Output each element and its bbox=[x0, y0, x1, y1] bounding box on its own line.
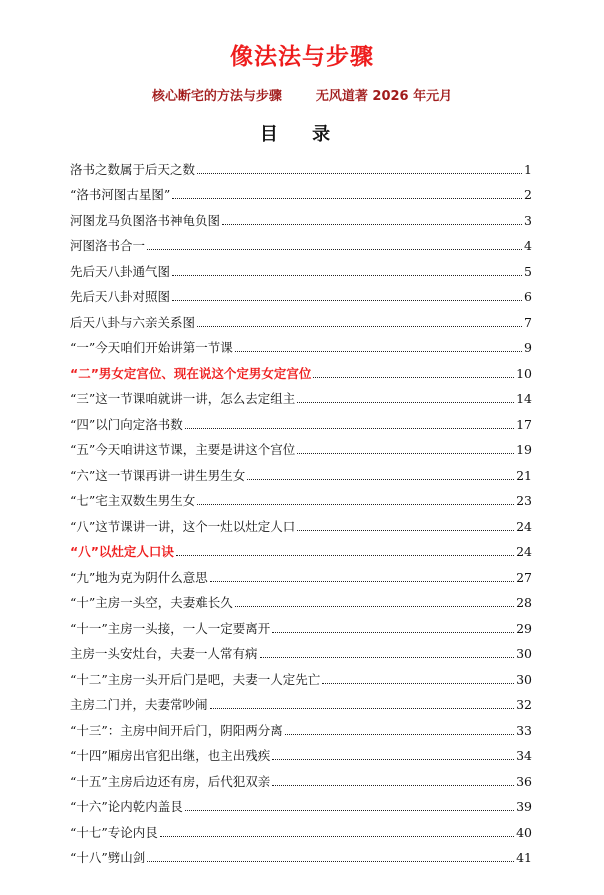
toc-entry-page: 9 bbox=[524, 340, 532, 355]
toc-entry-page: 24 bbox=[516, 544, 532, 559]
toc-entry[interactable] bbox=[70, 382, 532, 408]
toc-entry-title: “三”这一节课咱就讲一讲，怎么去定组主 bbox=[70, 391, 296, 406]
table-of-contents bbox=[70, 152, 532, 866]
toc-entry-page: 14 bbox=[516, 391, 532, 406]
toc-entry[interactable] bbox=[70, 356, 532, 382]
toc-entry[interactable] bbox=[70, 484, 532, 510]
toc-dot-leader bbox=[172, 300, 522, 301]
subtitle-left: 核心断宅的方法与步骤 bbox=[151, 89, 282, 104]
toc-entry-title: “五”今天咱讲这节课，主要是讲这个宫位 bbox=[70, 442, 296, 457]
toc-entry[interactable] bbox=[70, 229, 532, 255]
toc-entry-title: “六”这一节课再讲一讲生男生女 bbox=[70, 467, 246, 483]
toc-dot-leader bbox=[313, 377, 514, 378]
toc-entry-title: “八”这节课讲一讲，这个一灶以灶定人口 bbox=[70, 518, 296, 534]
toc-entry[interactable] bbox=[70, 407, 532, 433]
toc-entry[interactable] bbox=[70, 637, 532, 663]
toc-entry[interactable] bbox=[70, 535, 532, 561]
toc-entry-page: 10 bbox=[516, 365, 532, 381]
toc-entry[interactable] bbox=[70, 152, 532, 178]
toc-entry-title: “一”今天咱们开始讲第一节课 bbox=[70, 340, 233, 355]
toc-entry-page: 34 bbox=[516, 748, 532, 763]
toc-dot-leader bbox=[172, 198, 522, 199]
toc-dot-leader bbox=[285, 734, 514, 735]
toc-entry-title: “四”以门向定洛书数 bbox=[70, 416, 183, 432]
toc-entry-title: “八”以灶定人口诀 bbox=[70, 544, 174, 559]
toc-entry-title: “十五”主房后边还有房，后代犯双亲 bbox=[70, 773, 271, 789]
toc-dot-leader bbox=[297, 530, 514, 531]
toc-entry[interactable] bbox=[70, 458, 532, 484]
toc-entry-page: 40 bbox=[516, 824, 532, 840]
toc-dot-leader bbox=[235, 606, 514, 607]
toc-dot-leader bbox=[160, 836, 514, 837]
toc-entry-title: “十一”主房一头接，一人一定要离开 bbox=[70, 620, 271, 636]
toc-entry-title: “十四”厢房出官犯出继，也主出残疾 bbox=[70, 748, 271, 763]
toc-entry-page: 24 bbox=[516, 518, 532, 534]
toc-dot-leader bbox=[297, 453, 514, 454]
toc-heading: 目 录 bbox=[259, 124, 345, 145]
toc-entry-title: “七”宅主双数生男生女 bbox=[70, 493, 196, 508]
toc-dot-leader bbox=[147, 861, 514, 862]
toc-dot-leader bbox=[176, 555, 514, 556]
toc-dot-leader bbox=[210, 581, 514, 582]
toc-dot-leader bbox=[260, 657, 515, 658]
toc-entry-title: “洛书河图古星图” bbox=[70, 187, 171, 202]
toc-entry-title: 河图洛书合一 bbox=[70, 238, 146, 253]
toc-entry-title: “十六”论内乾内盖艮 bbox=[70, 799, 183, 814]
toc-entry[interactable] bbox=[70, 764, 532, 790]
toc-dot-leader bbox=[185, 428, 514, 429]
toc-entry[interactable] bbox=[70, 305, 532, 331]
toc-entry-title: 后天八卦与六亲关系图 bbox=[70, 314, 196, 330]
toc-entry[interactable] bbox=[70, 433, 532, 459]
toc-entry-title: 先后天八卦通气图 bbox=[70, 263, 171, 279]
toc-entry[interactable] bbox=[70, 713, 532, 739]
toc-entry[interactable] bbox=[70, 254, 532, 280]
toc-entry-page: 36 bbox=[516, 773, 532, 789]
toc-entry-page: 5 bbox=[524, 263, 532, 279]
toc-entry-page: 3 bbox=[524, 212, 532, 228]
toc-entry-title: 主房二门并，夫妻常吵闹 bbox=[70, 697, 208, 712]
toc-entry-page: 41 bbox=[516, 850, 532, 865]
toc-entry[interactable] bbox=[70, 688, 532, 714]
toc-entry-title: 洛书之数属于后天之数 bbox=[70, 161, 196, 177]
toc-entry[interactable] bbox=[70, 280, 532, 306]
document-title: 像法法与步骤 bbox=[230, 44, 374, 70]
toc-entry-page: 2 bbox=[524, 187, 532, 202]
subtitle-right: 无风道著 2026 年元月 bbox=[315, 89, 453, 104]
toc-entry-page: 29 bbox=[516, 620, 532, 636]
toc-entry[interactable] bbox=[70, 815, 532, 841]
toc-dot-leader bbox=[272, 632, 514, 633]
toc-entry-title: “十”主房一头空，夫妻难长久 bbox=[70, 595, 233, 610]
toc-entry-title: 河图龙马负图洛书神龟负图 bbox=[70, 212, 221, 228]
toc-entry-title: “十二”主房一头开后门是吧，夫妻一人定先亡 bbox=[70, 671, 321, 687]
toc-dot-leader bbox=[235, 351, 522, 352]
toc-dot-leader bbox=[210, 708, 515, 709]
toc-entry-page: 1 bbox=[524, 161, 532, 177]
toc-entry-title: 主房一头安灶台，夫妻一人常有病 bbox=[70, 646, 258, 661]
toc-dot-leader bbox=[172, 275, 522, 276]
toc-entry[interactable] bbox=[70, 331, 532, 357]
toc-entry[interactable] bbox=[70, 509, 532, 535]
toc-entry-title: “二”男女定宫位、现在说这个定男女定宫位 bbox=[70, 365, 312, 381]
toc-entry-page: 39 bbox=[516, 799, 532, 814]
toc-dot-leader bbox=[197, 504, 514, 505]
toc-entry-page: 33 bbox=[516, 722, 532, 738]
toc-entry-title: “十七”专论内艮 bbox=[70, 824, 158, 840]
toc-entry-page: 27 bbox=[516, 569, 532, 585]
toc-dot-leader bbox=[272, 785, 514, 786]
toc-entry-page: 17 bbox=[516, 416, 532, 432]
toc-dot-leader bbox=[322, 683, 514, 684]
toc-dot-leader bbox=[222, 224, 522, 225]
toc-entry-page: 30 bbox=[516, 671, 532, 687]
toc-entry-page: 28 bbox=[516, 595, 532, 610]
toc-dot-leader bbox=[272, 759, 514, 760]
toc-entry[interactable] bbox=[70, 790, 532, 816]
toc-dot-leader bbox=[197, 326, 522, 327]
toc-entry-page: 7 bbox=[524, 314, 532, 330]
toc-entry-title: “十三”：主房中间开后门，阴阳两分离 bbox=[70, 722, 283, 738]
toc-entry[interactable] bbox=[70, 560, 532, 586]
toc-entry-page: 30 bbox=[516, 646, 532, 661]
toc-dot-leader bbox=[197, 173, 522, 174]
toc-entry[interactable] bbox=[70, 586, 532, 612]
toc-entry[interactable] bbox=[70, 611, 532, 637]
toc-dot-leader bbox=[297, 402, 514, 403]
document-subtitle bbox=[0, 85, 604, 104]
toc-entry-title: 先后天八卦对照图 bbox=[70, 289, 171, 304]
toc-entry-page: 23 bbox=[516, 493, 532, 508]
toc-entry-page: 4 bbox=[524, 238, 532, 253]
toc-entry-page: 19 bbox=[516, 442, 532, 457]
toc-entry[interactable] bbox=[70, 841, 532, 867]
toc-entry[interactable] bbox=[70, 203, 532, 229]
toc-dot-leader bbox=[147, 249, 522, 250]
toc-entry-title: “十八”劈山剑 bbox=[70, 850, 146, 865]
toc-entry-title: “九”地为克为阴什么意思 bbox=[70, 569, 208, 585]
toc-entry[interactable] bbox=[70, 739, 532, 765]
toc-dot-leader bbox=[247, 479, 514, 480]
toc-dot-leader bbox=[185, 810, 514, 811]
toc-entry-page: 32 bbox=[516, 697, 532, 712]
toc-entry-page: 6 bbox=[524, 289, 532, 304]
toc-entry-page: 21 bbox=[516, 467, 532, 483]
toc-entry[interactable] bbox=[70, 662, 532, 688]
toc-entry[interactable] bbox=[70, 178, 532, 204]
